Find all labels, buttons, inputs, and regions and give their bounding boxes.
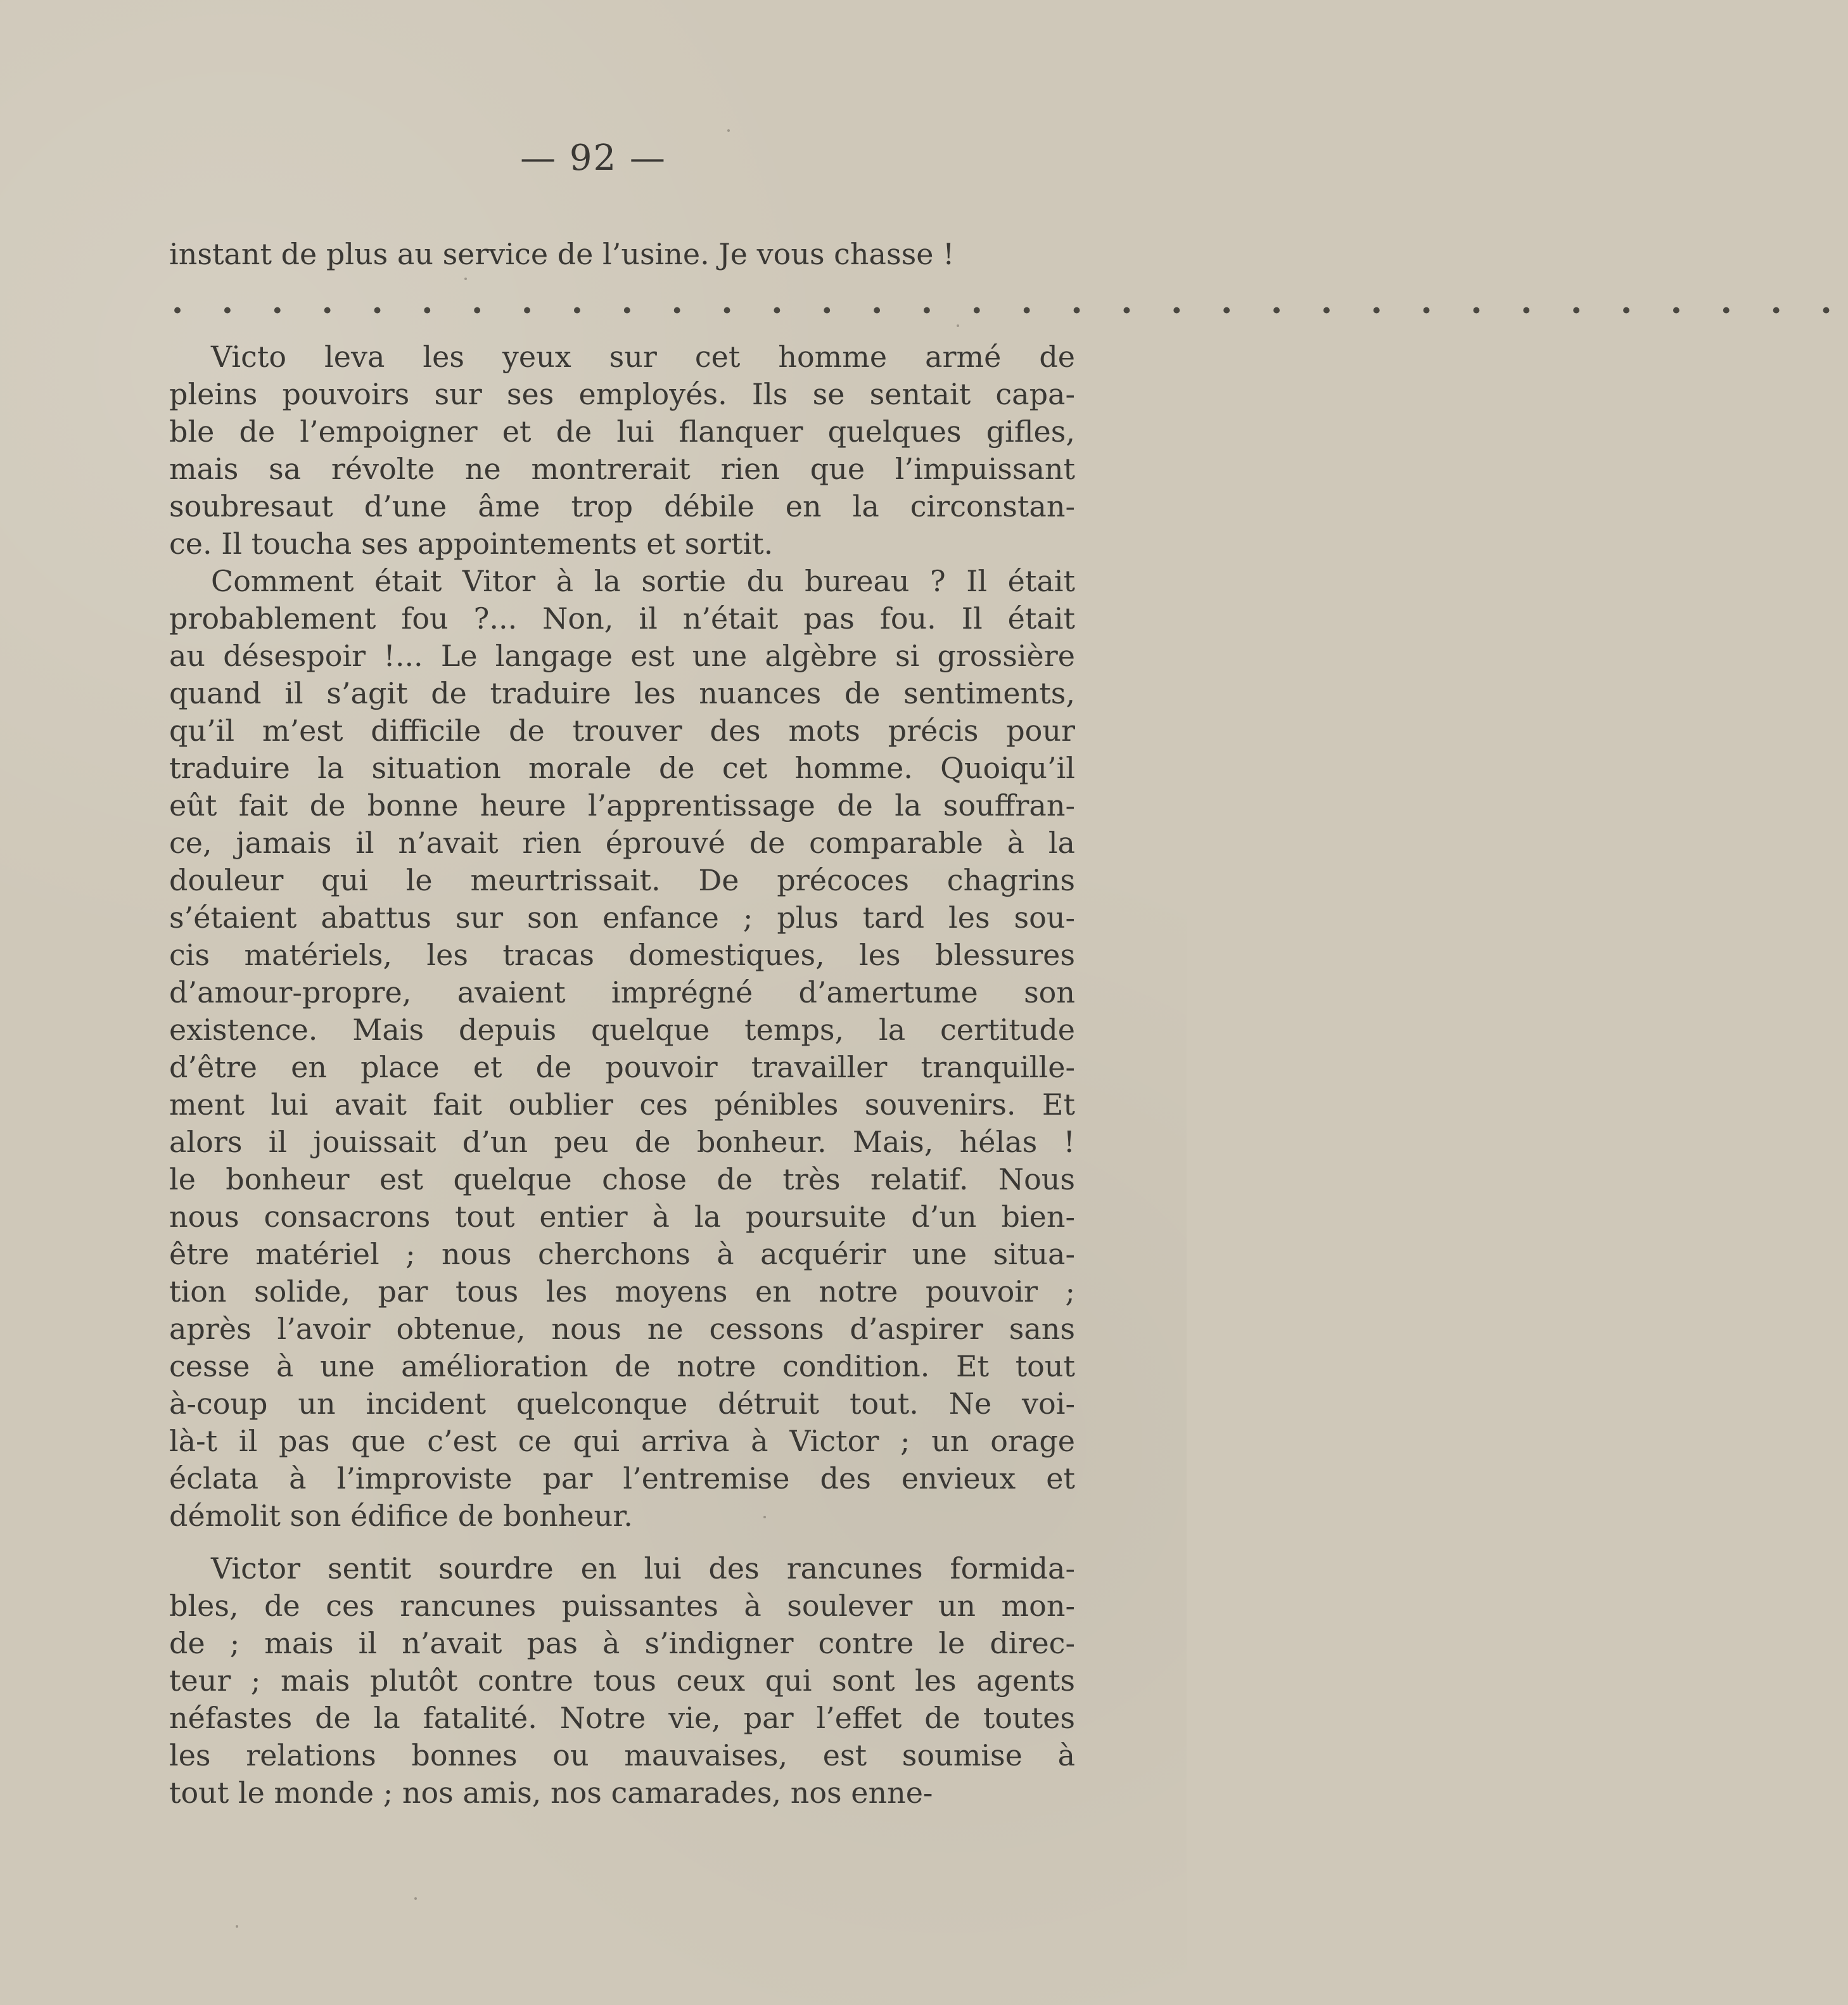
text-line: instant de plus au service de l’usine. Je vous chasse ! — [169, 237, 955, 271]
text-line: ce, jamais il n’avait rien éprouvé de comparable à la — [169, 826, 1075, 860]
text-line: bles, de ces rancunes puissantes à soulever un mon- — [169, 1589, 1075, 1623]
text-line: ment lui avait fait oublier ces pénibles souvenirs. Et — [169, 1087, 1075, 1122]
paper-speck — [414, 1897, 417, 1900]
text-line: au désespoir !... Le langage est une algèbre si grossière — [169, 639, 1075, 673]
paper-speck — [727, 129, 730, 132]
text-line: Victor sentit sourdre en lui des rancunes formida- — [211, 1551, 1075, 1585]
text-line: démolit son édifice de bonheur. — [169, 1499, 633, 1533]
text-line: de ; mais il n’avait pas à s’indigner contre le direc- — [169, 1626, 1075, 1660]
text-line: tion solide, par tous les moyens en notre pouvoir ; — [169, 1274, 1075, 1309]
text-line: Victo leva les yeux sur cet homme armé de — [211, 340, 1075, 374]
text-line: tout le monde ; nos amis, nos camarades, nos enne- — [169, 1776, 933, 1810]
text-line: douleur qui le meurtrissait. De précoces chagrins — [169, 863, 1075, 897]
text-line: Comment était Vitor à la sortie du bureau ? Il était — [211, 564, 1075, 598]
text-line: le bonheur est quelque chose de très relatif. Nous — [169, 1162, 1075, 1196]
paragraph-2 — [169, 563, 1075, 1535]
opening-text-line — [169, 236, 1075, 273]
text-line: traduire la situation morale de cet homme. Quoiqu’il — [169, 751, 1075, 785]
text-line: pleins pouvoirs sur ses employés. Ils se sentait capa- — [169, 377, 1075, 411]
text-line: eût fait de bonne heure l’apprentissage de la souffran- — [169, 788, 1075, 823]
page-number: — 92 — — [520, 138, 666, 179]
paragraph-1 — [169, 338, 1075, 563]
text-line: quand il s’agit de traduire les nuances de sentiments, — [169, 676, 1075, 710]
text-line: ce. Il toucha ses appointements et sortit. — [169, 527, 774, 561]
text-line: d’être en place et de pouvoir travailler tranquille- — [169, 1050, 1075, 1084]
text-line: après l’avoir obtenue, nous ne cessons d’aspirer sans — [169, 1312, 1075, 1346]
paper-speck — [464, 278, 467, 280]
text-line: être matériel ; nous cherchons à acquérir une situa- — [169, 1237, 1075, 1271]
text-line: les relations bonnes ou mauvaises, est soumise à — [169, 1738, 1075, 1772]
text-line: là-t il pas que c’est ce qui arriva à Victor ; un orage — [169, 1424, 1075, 1458]
text-line: probablement fou ?... Non, il n’était pas fou. Il était — [169, 601, 1075, 636]
paper-speck — [763, 1516, 766, 1518]
text-line: nous consacrons tout entier à la poursuite d’un bien- — [169, 1200, 1075, 1234]
text-line: d’amour-propre, avaient imprégné d’amertume son — [169, 975, 1075, 1009]
text-line: qu’il m’est difficile de trouver des mots précis pour — [169, 714, 1075, 748]
text-line: ble de l’empoigner et de lui flanquer quelques gifles, — [169, 414, 1075, 449]
text-line: mais sa révolte ne montrerait rien que l’impuissant — [169, 452, 1075, 486]
text-line: existence. Mais depuis quelque temps, la certitude — [169, 1013, 1075, 1047]
text-line: néfastes de la fatalité. Notre vie, par l’effet de toutes — [169, 1701, 1075, 1735]
text-line: teur ; mais plutôt contre tous ceux qui sont les agents — [169, 1663, 1075, 1698]
text-line: s’étaient abattus sur son enfance ; plus tard les sou- — [169, 900, 1075, 935]
text-line: cesse à une amélioration de notre condition. Et tout — [169, 1349, 1075, 1383]
text-line: soubresaut d’une âme trop débile en la circonstan- — [169, 489, 1075, 523]
text-line: alors il jouissait d’un peu de bonheur. Mais, hélas ! — [169, 1125, 1075, 1159]
paper-speck — [957, 324, 959, 327]
text-line: à-coup un incident quelconque détruit tout. Ne voi- — [169, 1387, 1075, 1421]
text-line: éclata à l’improviste par l’entremise des envieux et — [169, 1461, 1075, 1496]
paragraph-3 — [169, 1550, 1075, 1812]
paper-speck — [236, 1925, 238, 1928]
section-separator: • • • • • • • • • • • • • • • • • • • • • • • • • • • • • • • • • • — [171, 298, 1848, 324]
text-line: cis matériels, les tracas domestiques, les blessures — [169, 938, 1075, 972]
